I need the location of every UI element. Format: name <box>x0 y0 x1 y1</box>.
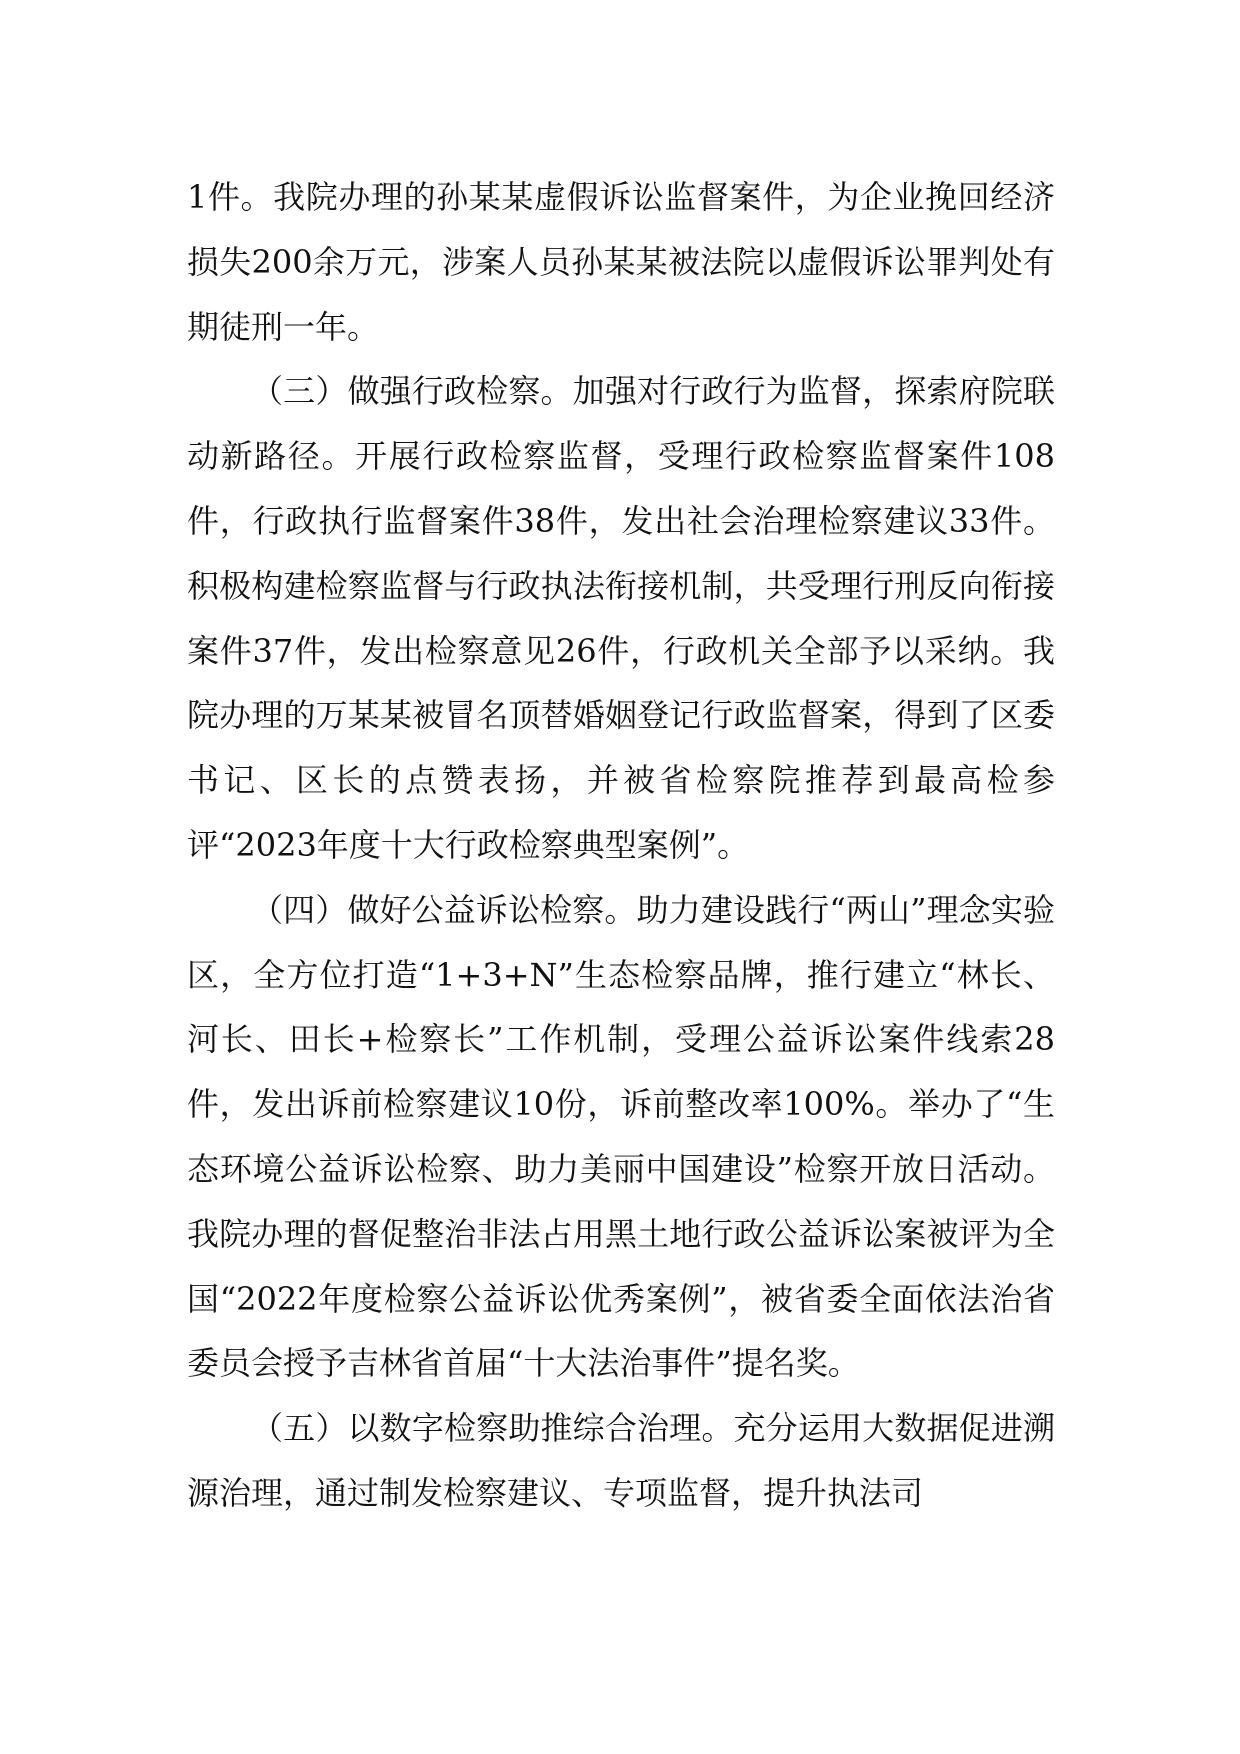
paragraph-digital-procuratorate: （五）以数字检察助推综合治理。充分运用大数据促进溯源治理，通过制发检察建议、专项监督，提升执法司 <box>187 1409 1055 1512</box>
paragraph-continuation: 1件。我院办理的孙某某虚假诉讼监督案件，为企业挽回经济损失200余万元，涉案人员孙某某被法院以虚假诉讼罪判处有期徒刑一年。 <box>187 178 1055 346</box>
paragraph-public-interest-litigation: （四）做好公益诉讼检察。助力建设践行“两山”理念实验区，全方位打造“1+3+N”生态检察品牌，推行建立“林长、河长、田长+检察长”工作机制，受理公益诉讼案件线索28件，发出诉前检察建议10份，诉前整改率100%。举办了“生态环境公益诉讼检察、助力美丽中国建设”检察开放日活动。我院办理的督促整治非法占用黑土地行政公益诉讼案被评为全国“2022年度检察公益诉讼优秀案例”，被省委全面依法治省委员会授予吉林省首届“十大法治事件”提名奖。 <box>187 890 1055 1383</box>
document-page <box>187 165 1055 1526</box>
paragraph-administrative-procuratorate: （三）做强行政检察。加强对行政行为监督，探索府院联动新路径。开展行政检察监督，受理行政检察监督案件108件，行政执行监督案件38件，发出社会治理检察建议33件。积极构建检察监督与行政执法衔接机制，共受理行刑反向衔接案件37件，发出检察意见26件，行政机关全部予以采纳。我院办理的万某某被冒名顶替婚姻登记行政监督案，得到了区委书记、区长的点赞表扬，并被省检察院推荐到最高检参评“2023年度十大行政检察典型案例”。 <box>187 372 1055 864</box>
